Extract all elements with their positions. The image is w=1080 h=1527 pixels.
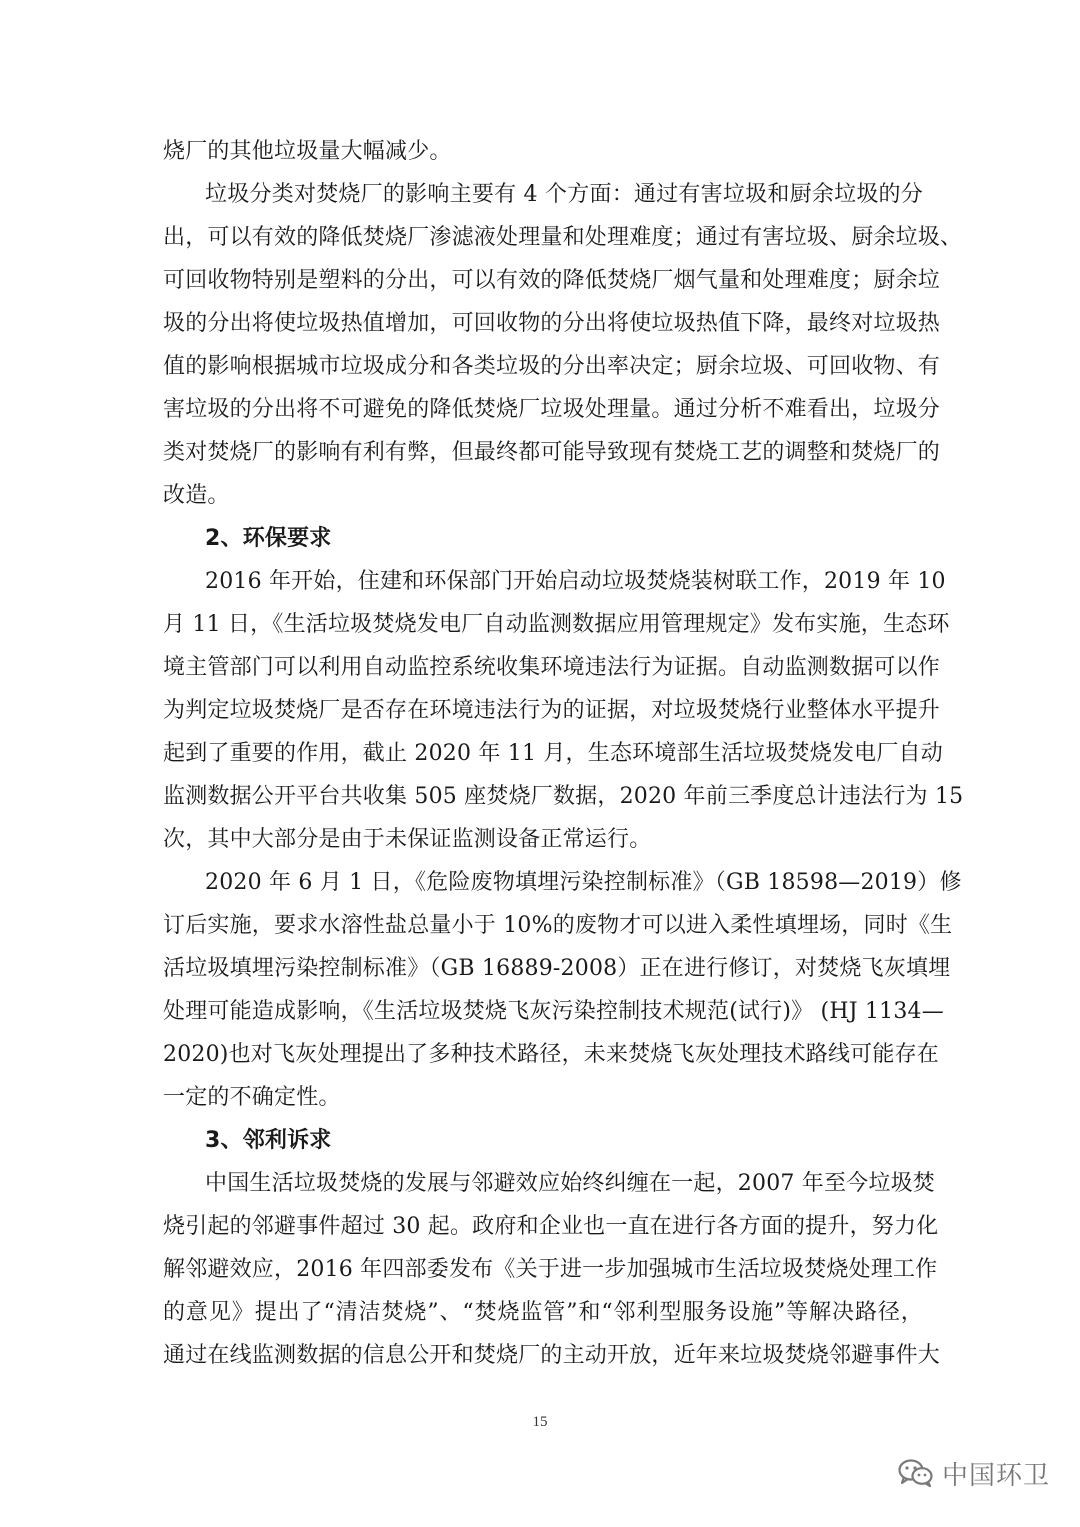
paragraph-first-line: 2016 年开始，住建和环保部门开始启动垃圾焚烧装树联工作，2019 年 10 <box>205 569 946 594</box>
text-line: 一定的不确定性。 <box>163 1085 341 1110</box>
text-line: 为判定垃圾焚烧厂是否存在环境违法行为的证据，对垃圾焚烧行业整体水平提升 <box>163 698 941 723</box>
text-line: 活垃圾填埋污染控制标准》（GB 16889-2008）正在进行修订，对焚烧飞灰填埋 <box>163 956 951 981</box>
text-line: 起到了重要的作用，截止 2020 年 11 月，生态环境部生活垃圾焚烧发电厂自动 <box>163 741 943 766</box>
text-line: 改造。 <box>163 483 230 508</box>
text-line: 处理可能造成影响，《生活垃圾焚烧飞灰污染控制技术规范(试行)》 (HJ 1134— <box>163 999 944 1024</box>
text-line: 类对焚烧厂的影响有利有弊，但最终都可能导致现有焚烧工艺的调整和焚烧厂的 <box>163 440 941 465</box>
watermark-text: 中国环卫 <box>942 1460 1051 1491</box>
section-heading: 3、邻利诉求 <box>205 1128 332 1153</box>
paragraph-first-line: 中国生活垃圾焚烧的发展与邻避效应始终纠缠在一起，2007 年至今垃圾焚 <box>205 1171 935 1196</box>
text-line: 害垃圾的分出将不可避免的降低焚烧厂垃圾处理量。通过分析不难看出，垃圾分 <box>163 397 941 422</box>
text-line: 次，其中大部分是由于未保证监测设备正常运行。 <box>163 827 652 852</box>
text-line: 监测数据公开平台共收集 505 座焚烧厂数据，2020 年前三季度总计违法行为 15 <box>163 784 964 809</box>
page-number: 15 <box>532 1414 548 1430</box>
text-line: 境主管部门可以利用自动监控系统收集环境违法行为证据。自动监测数据可以作 <box>163 655 941 680</box>
text-line: 通过在线监测数据的信息公开和焚烧厂的主动开放，近年来垃圾焚烧邻避事件大 <box>163 1343 941 1368</box>
text-line: 圾的分出将使垃圾热值增加，可回收物的分出将使垃圾热值下降，最终对垃圾热 <box>163 311 941 336</box>
text-line: 出，可以有效的降低焚烧厂渗滤液处理量和处理难度；通过有害垃圾、厨余垃圾、 <box>163 225 963 250</box>
text-line: 烧厂的其他垃圾量大幅减少。 <box>163 139 452 164</box>
text-line: 2020)也对飞灰处理提出了多种技术路径，未来焚烧飞灰处理技术路线可能存在 <box>163 1042 939 1067</box>
paragraph-first-line: 2020 年 6 月 1 日，《危险废物填埋污染控制标准》（GB 18598—2019）修 <box>205 870 962 895</box>
wechat-icon <box>898 1458 934 1488</box>
section-heading: 2、环保要求 <box>205 526 332 551</box>
text-line: 订后实施，要求水溶性盐总量小于 10%的废物才可以进入柔性填埋场，同时《生 <box>163 913 953 938</box>
text-line: 可回收物特别是塑料的分出，可以有效的降低焚烧厂烟气量和处理难度；厨余垃 <box>163 268 941 293</box>
watermark <box>898 1453 1050 1493</box>
text-line: 的意见》提出了“清洁焚烧”、“焚烧监管”和“邻利型服务设施”等解决路径， <box>163 1300 923 1325</box>
text-line: 值的影响根据城市垃圾成分和各类垃圾的分出率决定；厨余垃圾、可回收物、有 <box>163 354 941 379</box>
text-line: 烧引起的邻避事件超过 30 起。政府和企业也一直在进行各方面的提升，努力化 <box>163 1214 939 1239</box>
text-line: 解邻避效应，2016 年四部委发布《关于进一步加强城市生活垃圾焚烧处理工作 <box>163 1257 938 1282</box>
text-line: 月 11 日，《生活垃圾焚烧发电厂自动监测数据应用管理规定》发布实施，生态环 <box>163 612 950 637</box>
paragraph-first-line: 垃圾分类对焚烧厂的影响主要有 4 个方面：通过有害垃圾和厨余垃圾的分 <box>205 182 923 207</box>
